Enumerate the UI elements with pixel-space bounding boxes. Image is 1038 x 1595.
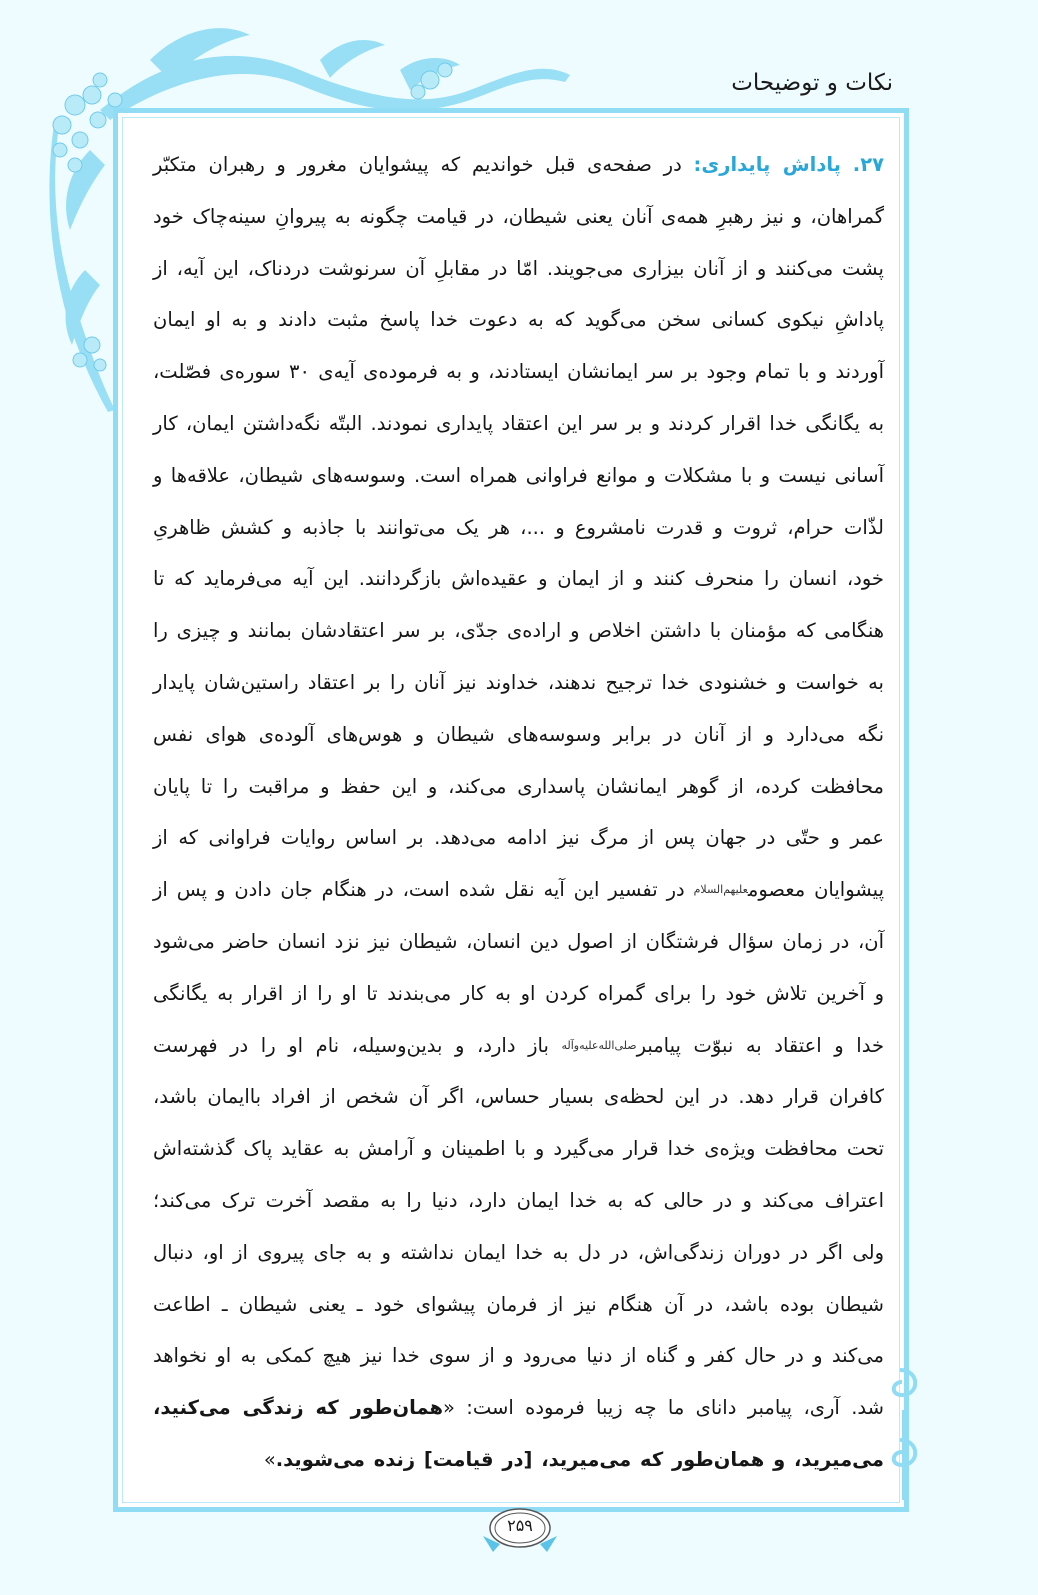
note-number: ۲۷. bbox=[852, 153, 885, 176]
note-title: پاداش پایداری: bbox=[693, 153, 841, 176]
note-body-part-1: در صفحه‌ی قبل خواندیم که پیشوایان مغرور و رهبران متکبّر گمراهان، و نیز رهبرِ همه‌ی آنان یعنی شیطان، در قیامت چگونه به پیروانِ سینه‌چاک خود پشت می‌کنند و از آنان بیزاری می‌جویند. امّا در مقابلِ آن سرنوشت دردناک، این آیه، از پاداشِ نیکوی کسانی سخن می‌گوید که به دعوت خدا پاسخ مثبت دادند و به او ایمان آوردند و با تمام وجود بر سر ایمانشان ایستادند، و به فرموده‌ی آیه‌ی ۳۰ سوره‌ی فصّلت، به یگانگی خدا اقرار کردند و بر سر این اعتقاد پایداری نمودند. البتّه نگه‌داشتن ایمان، کار آسانی نیست و با مشکلات و موانع فراوانی همراه است. وسوسه‌های شیطان، علاقه‌ها و لذّات حرام، ثروت و قدرت نامشروع و ...، هر یک می‌توانند با جاذبه و کشش ظاهریِ خود، انسان را منحرف کنند و از ایمان و عقیده‌اش بازگردانند. این آیه می‌فرماید که تا هنگامی که مؤمنان با داشتن اخلاص و اراده‌ی جدّی، بر سر اعتقادشان بمانند و چیزی را به خواست و خشنودی خدا ترجیح ندهند، خداوند نیز آنان را بر اعتقاد راستین‌شان پایدار نگه می‌دارد و از آنان در برابر وسوسه‌های شیطان و هوس‌های آلوده‌ی هوای نفس محافظت کرده، از گوهر ایمانشان پاسداری می‌کند، و این حفظ و مراقبت را تا پایان عمر و حتّی در جهان پس از مرگ نیز ادامه می‌دهد. بر اساس روایات فراوانی که از پیشوایان معصوم bbox=[153, 153, 884, 902]
quote-closing-mark: » bbox=[263, 1447, 276, 1471]
honorific-prophet-glyph: صلی‌الله‌علیه‌وآله bbox=[561, 1038, 637, 1052]
section-title: نکات و توضیحات bbox=[731, 70, 893, 96]
note-paragraph bbox=[153, 139, 884, 1486]
page-number-badge bbox=[475, 1506, 565, 1556]
honorific-imams-glyph: علیهم‌السلام bbox=[693, 883, 748, 897]
page-number: ۲۵۹ bbox=[507, 1516, 533, 1535]
content-frame bbox=[113, 108, 909, 1512]
note-body-part-3: باز دارد، و بدین‌وسیله، نام او را در فهرست کافران قرار دهد. در این لحظه‌ی بسیار حساس، اگر آن شخص از افراد باایمان باشد، تحت محافظت ویژه‌ی خدا قرار می‌گیرد و با اطمینان و آرامش به عقاید پاک گذشته‌اش اعتراف می‌کند و در حالی که به خدا ایمان دارد، دنیا را به مقصد آخرت ترک می‌کند؛ ولی اگر در دوران زندگی‌اش، در دل به خدا ایمان نداشته و به جای پیروی از او، دنبال شیطان بوده باشد، در آن هنگام نیز از فرمان پیشوای خود ـ یعنی شیطان ـ اطاعت می‌کند و در حال کفر و گناه از دنیا می‌رود و از سوی خدا نیز هیچ کمکی به او نخواهد شد. آری، پیامبر دانای ما چه زیبا فرموده است: « bbox=[153, 1033, 884, 1420]
note-body-part-2: در تفسیر این آیه نقل شده است، در هنگام جان دادن و پس از آن، در زمان سؤال فرشتگان از اصول دین انسان، شیطان نیز نزد انسان حاضر می‌شود و آخرین تلاش خود را برای گمراه کردن او به کار می‌بندند تا او را از اقرار به یگانگی خدا و اعتقاد به نبوّت پیامبر bbox=[153, 878, 885, 1057]
hadith-quote: همان‌طور که زندگی می‌کنید، می‌میرید، و همان‌طور که می‌میرید، [در قیامت] زنده می‌شوید. bbox=[153, 1396, 884, 1471]
